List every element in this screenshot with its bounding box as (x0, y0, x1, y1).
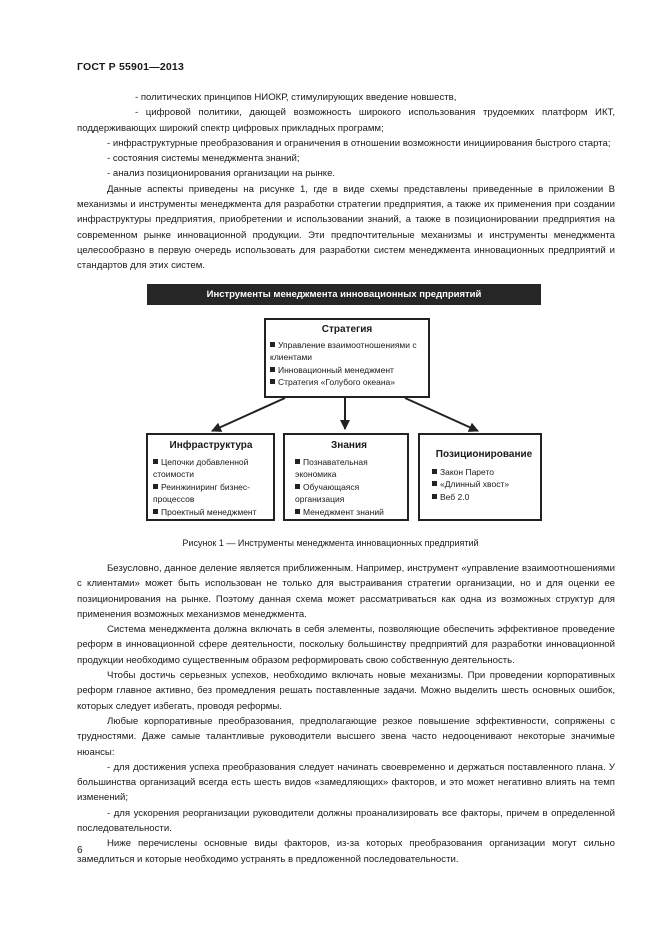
figure-caption: Рисунок 1 — Инструменты менеджмента инновационных предприятий (182, 538, 479, 548)
list-item: Обучающаяся организация (295, 481, 360, 505)
list-item: - политических принципов НИОКР, стимулирующих введение новшеств, (135, 92, 457, 103)
bullet-square-icon (432, 481, 437, 486)
list-item: Управление взаимоотношениями с клиентами (270, 340, 417, 363)
list-item: Инновационный менеджмент (270, 364, 424, 376)
list-item: «Длинный хвост» (432, 478, 536, 490)
list-item: - для ускорения реорганизации руководители должны проанализировать все факторы, причем в определенной последовательности. (77, 807, 615, 835)
bullet-square-icon (270, 379, 275, 384)
list-item: Цепочки добавленной стоимости (153, 457, 249, 480)
list-item: Реинжиниринг бизнес-процессов (153, 481, 250, 505)
bullet-square-icon (153, 459, 158, 464)
paragraph: Ниже перечислены основные виды факторов, из-за которых преобразования организации могут сильно замедлиться и которые необходимо устранять в предложенной последовательности. (77, 838, 615, 865)
bullet-square-icon (153, 509, 158, 514)
infrastructure-title: Инфраструктура (169, 440, 253, 451)
page-number: 6 (77, 845, 83, 856)
positioning-title: Позиционирование (435, 449, 533, 460)
list-item: Познавательная экономика (295, 457, 368, 480)
figure-banner: Инструменты менеджмента инновационных предприятий (147, 284, 541, 305)
list-item: - анализ позиционирования организации на рынке. (107, 168, 336, 180)
list-item: - цифровой политики, дающей возможность широкого использования трудоемких платформ ИКТ, поддерживающих широкий спектр цифровых прикладных программ; (77, 107, 615, 134)
bullet-square-icon (153, 484, 158, 489)
paragraph: Чтобы достичь серьезных успехов, необходимо включать новые механизмы. При проведении корпоративных реформ главное активно, без промедления решать поставленные задачи. Можно выделить шесть основных ошибок, которых следует избегать, проводя реформы. (77, 670, 615, 712)
bullet-square-icon (432, 469, 437, 474)
knowledge-title: Знания (331, 440, 367, 451)
list-item: Веб 2.0 (432, 491, 536, 503)
list-item: Менеджмент знаний (295, 506, 403, 518)
list-item: - состояния системы менеджмента знаний; (107, 153, 300, 165)
arrow-right (405, 398, 478, 431)
document-header: ГОСТ Р 55901—2013 (77, 61, 185, 73)
bullet-square-icon (295, 459, 300, 464)
strategy-box (264, 318, 430, 398)
arrow-left (212, 398, 285, 431)
bullet-square-icon (270, 367, 275, 372)
knowledge-box (283, 433, 409, 521)
bullet-square-icon (295, 509, 300, 514)
paragraph: Безусловно, данное деление является приближенным. Например, инструмент «управление взаимоотношениями с клиентами» может быть использован не только для выстраивания стратегии организации, но и для оценки ее позиционирования на рынке. Поэтому данная схема может рассматриваться как одна из возможных структур для применения возможных механизмов менеджмента. (77, 563, 615, 620)
bullet-square-icon (270, 342, 275, 347)
infrastructure-box (146, 433, 275, 521)
bullet-square-icon (295, 484, 300, 489)
main-text (77, 561, 615, 867)
strategy-title: Стратегия (321, 324, 373, 335)
list-item: - для достижения успеха преобразования следует начинать своевременно и держаться поставленного плана. У большинства организаций всегда есть шесть видов «замедляющих» факторов, и это может негативно влиять на темп изменений; (77, 761, 615, 804)
paragraph: Любые корпоративные преобразования, предполагающие резкое повышение эффективности, сопряжены с трудностями. Даже самые талантливые руководители высшего звена часто недооценивают некоторые значимые нюансы: (77, 715, 615, 758)
paragraph: Данные аспекты приведены на рисунке 1, где в виде схемы представлены приведенные в приложении В механизмы и инструменты менеджмента для разработки стратегии предприятия, а также их применения при создании инфраструктуры предприятия, приобретении и использовании знаний, а также в позиционировании предприятия на современном рынке инновационной продукции. Эти предпочтительные механизмы и инструменты менеджмента целесообразно в первую очередь использовать для разработки систем менеджмента инновационных предприятий и стандартов для этих систем. (77, 183, 615, 272)
intro-text (77, 90, 615, 274)
list-item: - инфраструктурные преобразования и ограничения в отношении возможности инициирования быстрого старта; (107, 137, 611, 149)
paragraph: Система менеджмента должна включать в себя элементы, позволяющие обеспечить эффективное проведение реформ в инновационной сфере деятельности, поскольку большинству предприятий для разработки инновационной продукции необходимо существенным образом реформировать свою собственную деятельность. (77, 624, 615, 666)
positioning-box (418, 433, 542, 521)
list-item: Закон Парето (432, 466, 536, 478)
list-item: Проектный менеджмент (153, 506, 269, 518)
bullet-square-icon (432, 494, 437, 499)
list-item: Стратегия «Голубого океана» (270, 376, 424, 388)
